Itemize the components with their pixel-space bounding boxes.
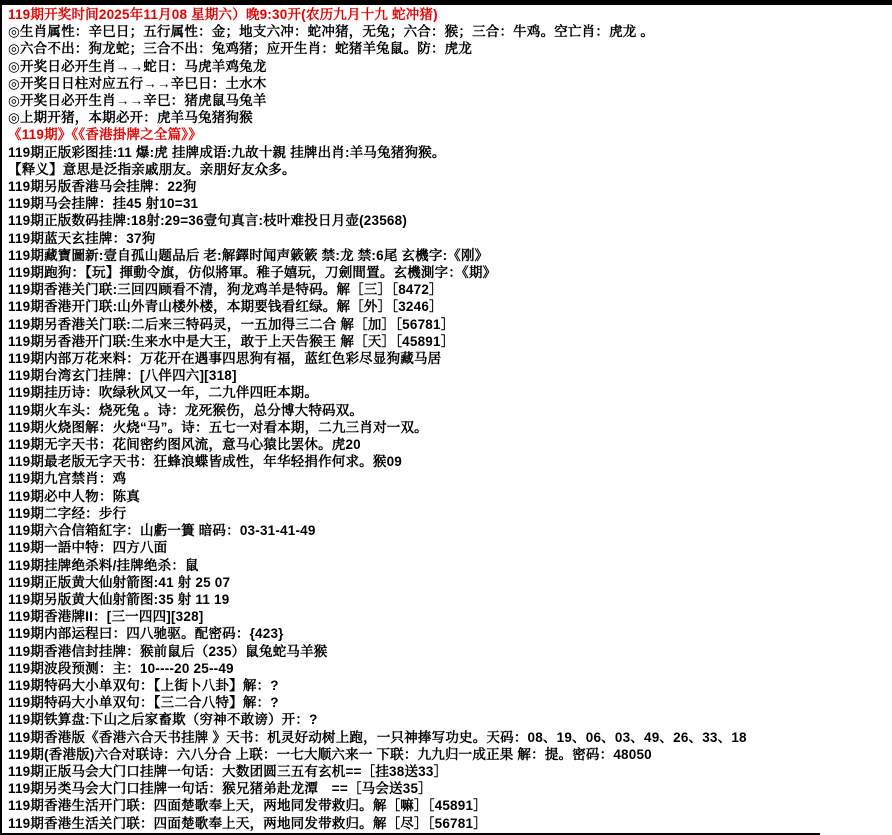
tip-line: 119期二字经：步行 [8, 505, 127, 521]
tip-line: 119期藏寶圖新:壹自孤山题品后 老:解鐸时闻声簌簌 禁:龙 禁:6尾 玄機字:《刚》 [8, 247, 489, 263]
tip-line: 【释义】意思是泛指亲戚朋友。亲朋好友众多。 [8, 161, 296, 177]
tip-line: 119期香港生活开门联：四面楚歌奉上天，两地同发带救归。解［嘛］［45891］ [8, 798, 487, 814]
tip-line: 119期香港开门联:山外青山楼外楼，本期要钱看红绿。解［外］［3246］ [8, 299, 443, 315]
tip-line: 119期开奖时间2025年11月08 星期六）晚9:30开(农历九月十九 蛇冲猪) [8, 7, 438, 22]
tip-line: 119期台湾玄门挂牌：[八伴四六][318] [8, 368, 237, 384]
tip-line: 119期香港信封挂牌：猴前鼠后（235）鼠兔蛇马羊猴 [8, 643, 328, 659]
tip-line: 《119期》《《香港掛牌之全篇》》 [8, 127, 202, 143]
tips-list [8, 6, 890, 832]
tip-line: ◎开奖日日柱对应五行→→辛巳日：土水木 [8, 75, 267, 91]
tip-line: 119期火车头：烧死兔 。诗：龙死猴伤，总分博大特码双。 [8, 402, 364, 418]
tip-line: ◎开奖日必开生肖→→辛巳：猪虎鼠马兔羊 [8, 93, 267, 109]
tip-line: ◎生肖属性：辛巳日；五行属性：金；地支六冲：蛇冲猪，无兔；六合：猴；三合：牛鸡。空亡肖：虎龙 。 [8, 24, 655, 40]
tip-line: 119期另版黄大仙射箭图:35 射 11 19 [8, 591, 230, 607]
tip-line: 119期特码大小单双句：【三二合八特】解：? [8, 695, 279, 711]
tip-line: 119期跑狗：【玩】揮動令旗，仿似將軍。稚子嬉玩，刀劍間置。玄機測字：《期》 [8, 265, 497, 281]
tip-line: 119期香港牌II：[三一四四][328] [8, 609, 204, 625]
tip-line: 119期内部运程曰：四八驰驱。配密码：{423} [8, 626, 284, 642]
tip-line: 119期蓝天玄挂牌：37狗 [8, 230, 156, 246]
tip-line: 119期(香港版)六合对联诗：六八分合 上联：一七大顺六来一 下联：九九归一成正果 解：提。密码：48050 [8, 746, 652, 762]
tip-line: 119期波段预测：主：10----20 25--49 [8, 660, 234, 676]
tip-line: 119期正版彩图挂:11 爆:虎 挂牌成语:九故十親 挂牌出肖:羊马兔猪狗猴。 [8, 144, 446, 160]
tip-line: 119期铁算盘:下山之后家畜欺（穷神不敢谤）开：? [8, 712, 318, 728]
tip-line: 119期六合信箱紅字：山虧一簣 暗码：03-31-41-49 [8, 523, 316, 539]
tip-line: 119期另版香港马会挂牌：22狗 [8, 179, 197, 195]
tip-line: 119期正版黄大仙射箭图:41 射 25 07 [8, 574, 231, 590]
tip-line: 119期特码大小单双句：【上街卜八卦】解：? [8, 677, 279, 693]
tip-line: 119期一語中特：四方八面 [8, 540, 168, 556]
tip-line: 119期正版数码挂牌:18射:29=36壹句真言:枝叶难投日月壶(23568) [8, 213, 408, 229]
tip-line: ◎上期开猪，本期必开：虎羊马兔猪狗猴 [8, 110, 253, 126]
tip-line: 119期最老版无字天书：狂蜂浪蝶皆成性，年华轻捐作何求。猴09 [8, 454, 402, 470]
left-border [0, 0, 2, 835]
tip-line: 119期挂历诗：吹绿秋风又一年，二九伴四旺本期。 [8, 385, 319, 401]
tip-line: 119期九宫禁肖：鸡 [8, 471, 127, 487]
tip-line: 119期香港生活关门联：四面楚歌奉上天，两地同发带救归。解［尽］［56781］ [8, 815, 487, 831]
tip-line: 119期无字天书：花间密约图风流，意马心猿比罢休。虎20 [8, 437, 361, 453]
tip-line: 119期挂牌绝杀料/挂牌绝杀：鼠 [8, 557, 199, 573]
tip-line: 119期另香港开门联:生来水中是大王，敢于上天告猴王 解［天］［45891］ [8, 333, 455, 349]
tip-line: 119期另香港关门联:二后来三特码灵，一五加得三二合 解［加］［56781］ [8, 316, 455, 332]
top-border [0, 0, 892, 5]
tip-line: 119期马会挂牌：挂45 射10=31 [8, 196, 199, 212]
tip-line: 119期香港版《香港六合天书挂牌 》天书：机灵好动树上跑，一只神捧写功史。天码：08、19、06、03、49、26、33、18 [8, 729, 747, 745]
tip-line: 119期另类马会大门口挂牌一句话：猴兄猪弟赴龙潭 ==［马会送35］ [8, 781, 432, 797]
tip-line: ◎六合不出：狗龙蛇；三合不出：兔鸡猪；应开生肖：蛇猪羊兔鼠。防：虎龙 [8, 41, 473, 57]
tip-line: ◎开奖日必开生肖→→蛇日：马虎羊鸡兔龙 [8, 58, 267, 74]
tip-line: 119期必中人物：陈真 [8, 488, 140, 504]
tip-line: 119期内部万花来料：万花开在遇事四思狗有福，蓝红色彩尽显狗藏马居 [8, 351, 442, 367]
tip-line: 119期正版马会大门口挂牌一句话：大数团圆三五有玄机==［挂38送33］ [8, 763, 448, 779]
tip-line: 119期火烧图解：火烧“马”。诗：五七一对看本期，二九三肖对一双。 [8, 419, 428, 435]
tip-line: 119期香港关门联:三回四顾看不清，狗龙鸡羊是特码。解［三］［8472］ [8, 282, 443, 298]
